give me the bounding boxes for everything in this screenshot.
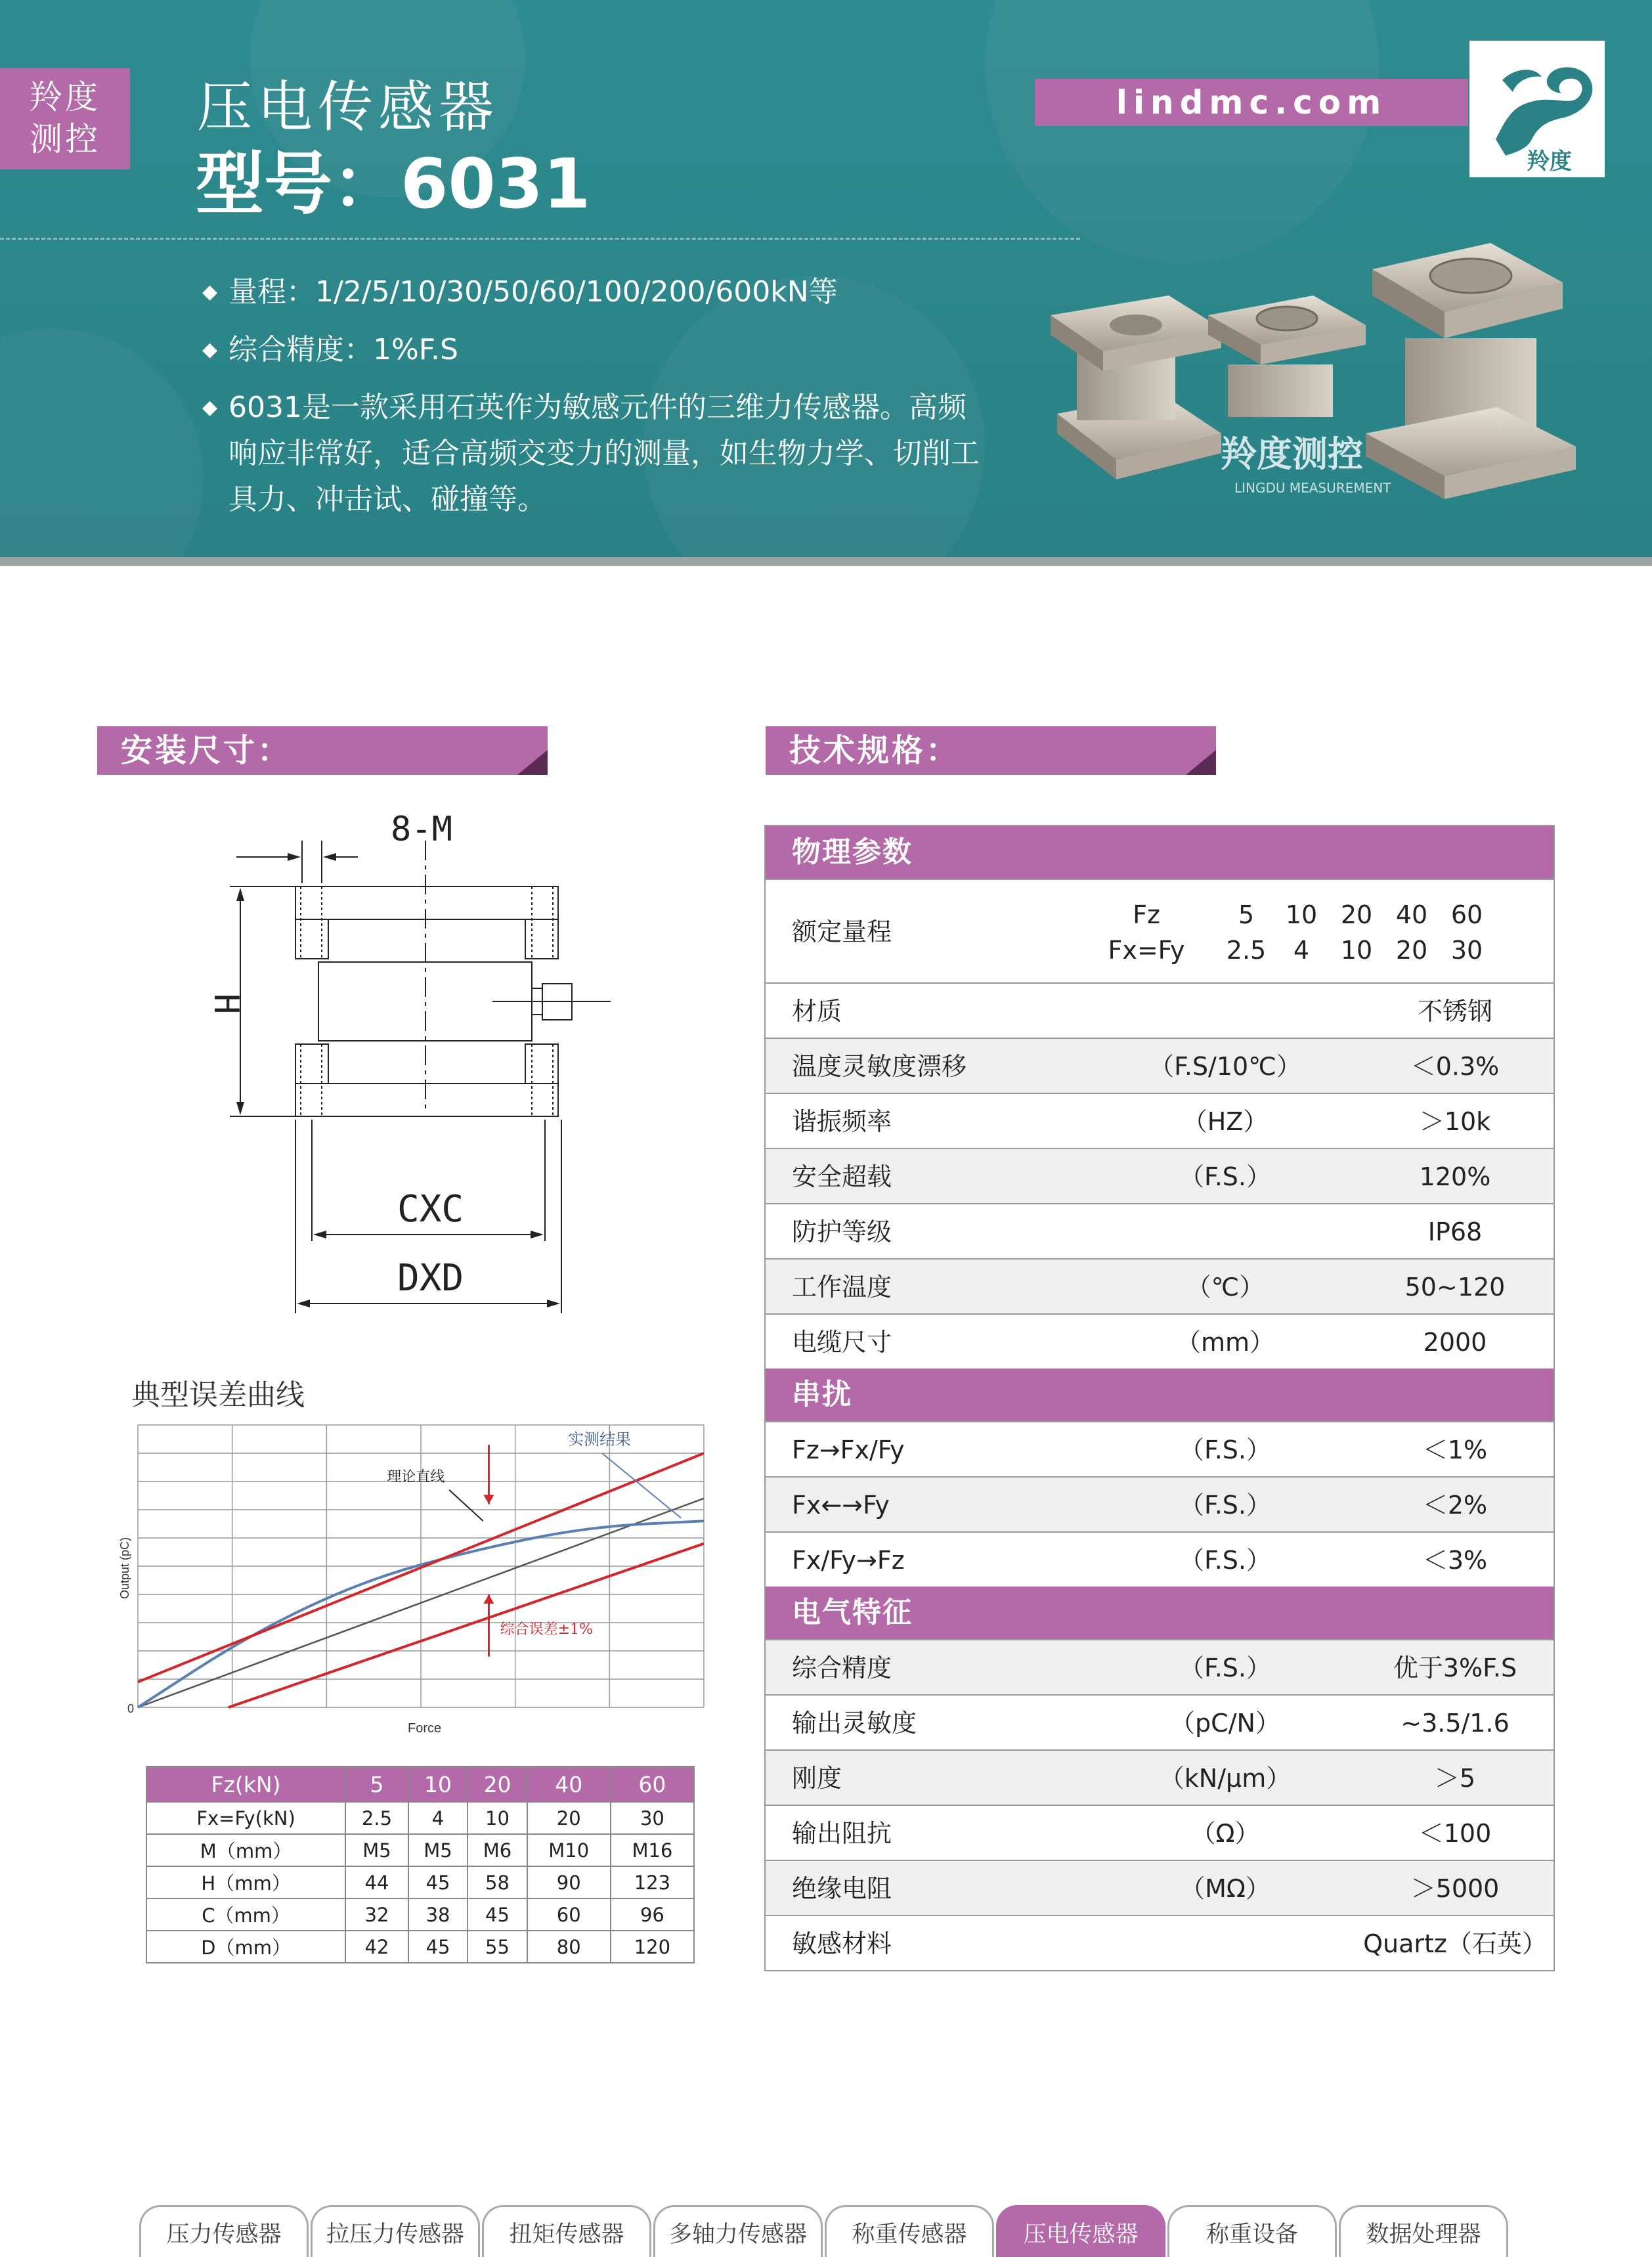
table-cell: 42 (345, 1931, 408, 1963)
y-axis-label: Output (pC) (118, 1537, 131, 1599)
x-axis-label: Force (408, 1721, 442, 1736)
diamond-icon: ◆ (202, 396, 218, 419)
table-row (146, 1931, 694, 1963)
spec-value: IP68 (1427, 1217, 1483, 1246)
spec-label: 工作温度 (792, 1273, 892, 1302)
annotation-theory: 理论直线 (387, 1469, 445, 1485)
table-header-cell: 60 (611, 1766, 694, 1802)
table-cell: 90 (527, 1866, 611, 1898)
spec-label: Fx/Fy→Fz (792, 1546, 905, 1575)
spec-value: ＜1% (1422, 1435, 1488, 1464)
nav-tab[interactable]: 多轴力传感器 (653, 2205, 823, 2257)
tab-corner (517, 750, 548, 775)
spec-row (766, 1476, 1554, 1531)
nav-tab[interactable]: 数据处理器 (1339, 2205, 1508, 2257)
spec-label: 敏感材料 (792, 1929, 892, 1958)
spec-value: Quartz（石英） (1363, 1929, 1547, 1958)
table-row (146, 1866, 694, 1898)
header-banner (0, 0, 1652, 557)
spec-row (766, 1805, 1554, 1860)
dim-label-c: CXC (397, 1188, 464, 1231)
spec-value: 120% (1419, 1162, 1491, 1191)
spec-table (764, 825, 1555, 1971)
origin-label: 0 (127, 1702, 135, 1715)
table-cell: H（mm） (146, 1866, 345, 1898)
feature-item: ◆ 量程：1/2/5/10/30/50/60/100/200/600kN等 (200, 269, 988, 315)
spec-value: ＞5 (1434, 1764, 1476, 1793)
product-image (1037, 217, 1615, 532)
spec-row (766, 1915, 1554, 1970)
spec-row (766, 1639, 1554, 1694)
category-nav (139, 2205, 1518, 2257)
table-cell: M5 (345, 1834, 408, 1866)
table-cell: M（mm） (146, 1834, 345, 1866)
diamond-icon: ◆ (202, 280, 218, 303)
range-value: 60 (1450, 900, 1483, 929)
nav-tab[interactable]: 扭矩传感器 (482, 2205, 651, 2257)
brand-line-2: 测控 (30, 120, 100, 158)
table-cell: 58 (467, 1866, 527, 1898)
table-row (146, 1834, 694, 1866)
table-cell: 123 (611, 1866, 694, 1898)
range-line (1074, 897, 1494, 932)
spec-value: 优于3%F.S (1393, 1654, 1517, 1682)
spec-row (766, 1860, 1554, 1915)
range-grid (1074, 897, 1494, 968)
spec-value: ＜2% (1422, 1491, 1488, 1520)
spec-row (766, 1531, 1554, 1587)
diamond-icon: ◆ (202, 338, 218, 361)
spec-row (766, 1313, 1554, 1369)
dimension-table (146, 1766, 695, 1963)
spec-unit: （F.S/10℃） (1149, 1052, 1301, 1081)
spec-unit: （kN/µm） (1159, 1764, 1292, 1793)
antelope-logo-icon (1469, 41, 1605, 177)
brand-line-1: 羚度 (30, 78, 100, 116)
leader-line (602, 1453, 682, 1518)
spec-unit: （HZ） (1182, 1107, 1269, 1136)
range-value: 10 (1285, 900, 1318, 929)
table-header-cell: 20 (467, 1766, 527, 1802)
category-crosstalk: 串扰 (766, 1369, 1554, 1421)
range-value: 30 (1450, 936, 1483, 965)
spec-value: ＞5000 (1410, 1874, 1500, 1903)
company-logo (1469, 41, 1605, 177)
spec-label: 安全超载 (792, 1162, 892, 1191)
spec-value: ＜100 (1418, 1819, 1492, 1848)
model-number: 型号：6031 (196, 144, 591, 224)
nav-tab[interactable]: 压电传感器 (996, 2205, 1165, 2257)
category-physical: 物理参数 (766, 826, 1554, 879)
spec-label: Fz→Fx/Fy (792, 1435, 905, 1464)
table-cell: C（mm） (146, 1898, 345, 1931)
table-cell: M6 (467, 1834, 527, 1866)
range-value: 20 (1340, 900, 1373, 929)
table-cell: 45 (467, 1898, 527, 1931)
spec-row (766, 1258, 1554, 1313)
feature-list (200, 269, 988, 535)
table-header-cell: 5 (345, 1766, 408, 1802)
spec-value: ＞10k (1419, 1107, 1491, 1136)
spec-value: ＜3% (1422, 1546, 1488, 1575)
table-cell: 20 (527, 1802, 611, 1834)
spec-value: 50~120 (1404, 1273, 1506, 1302)
table-cell: 2.5 (345, 1802, 408, 1834)
spec-unit: （mm） (1175, 1328, 1275, 1357)
spec-label: 谐振频率 (792, 1107, 892, 1136)
table-header-cell: 10 (408, 1766, 467, 1802)
spec-value: 2000 (1423, 1328, 1487, 1357)
dashed-divider (0, 238, 1080, 240)
spec-unit: （pC/N） (1170, 1709, 1280, 1738)
spec-label: Fx←→Fy (792, 1491, 890, 1520)
table-cell: M16 (611, 1834, 694, 1866)
lower-error-bound (228, 1544, 704, 1707)
spec-row (766, 1694, 1554, 1749)
table-cell: 55 (467, 1931, 527, 1963)
range-key: Fx=Fy (1108, 936, 1185, 965)
bg-decoration (0, 328, 204, 557)
nav-tab[interactable]: 称重传感器 (825, 2205, 994, 2257)
spec-label: 防护等级 (792, 1217, 892, 1246)
website-url[interactable]: lindmc.com (1035, 79, 1468, 126)
spec-label: 额定量程 (792, 917, 892, 946)
spec-value: 不锈钢 (1417, 997, 1492, 1026)
spec-unit: （F.S.） (1179, 1162, 1272, 1191)
arrow-head (483, 1594, 494, 1604)
range-line (1074, 932, 1494, 968)
spec-row-range (766, 879, 1554, 982)
spec-row (766, 1203, 1554, 1258)
brand-badge (0, 68, 130, 169)
spec-row (766, 1038, 1554, 1093)
table-header-cell: Fz(kN) (146, 1766, 345, 1802)
spec-unit: （F.S.） (1179, 1546, 1272, 1575)
spec-value: ~3.5/1.6 (1401, 1709, 1510, 1738)
spec-unit: （Ω） (1190, 1819, 1260, 1848)
spec-label: 温度灵敏度漂移 (792, 1052, 967, 1081)
watermark-subtext: LINGDU MEASUREMENT (1234, 480, 1391, 496)
arrow-head (483, 1495, 494, 1504)
page-title: 压电传感器 (197, 75, 500, 139)
feature-item: ◆ 6031是一款采用石英作为敏感元件的三维力传感器。高频 响应非常好，适合高频交变力的测量，如生物力学、切削工 具力、冲击试、碰撞等。 (200, 385, 988, 523)
spec-label: 综合精度 (792, 1654, 892, 1682)
install-section-title: 安装尺寸： (97, 726, 548, 775)
spec-unit: （F.S.） (1179, 1435, 1272, 1464)
spec-label: 输出灵敏度 (792, 1709, 917, 1738)
spec-unit: （F.S.） (1179, 1654, 1272, 1682)
dim-label-m: 8-M (391, 810, 452, 849)
header-divider (0, 557, 1652, 566)
nav-tab[interactable]: 称重设备 (1167, 2205, 1337, 2257)
spec-row (766, 982, 1554, 1038)
range-value: 10 (1340, 936, 1373, 965)
range-value: 2.5 (1226, 936, 1267, 965)
dim-label-h: H (206, 994, 246, 1015)
spec-label: 刚度 (792, 1764, 842, 1793)
leader-line (449, 1490, 483, 1521)
annotation-error: 综合误差±1% (500, 1621, 594, 1638)
table-row (146, 1802, 694, 1834)
table-cell: 60 (527, 1898, 611, 1931)
range-key: Fz (1133, 900, 1160, 929)
annotation-measured: 实测结果 (568, 1430, 632, 1449)
spec-unit: （℃） (1186, 1273, 1265, 1302)
spec-row (766, 1093, 1554, 1148)
svg-text:羚度: 羚度 (1527, 148, 1572, 175)
dimension-drawing (190, 801, 663, 1326)
nav-tab[interactable]: 拉压力传感器 (311, 2205, 480, 2257)
range-value: 20 (1395, 936, 1428, 965)
table-cell: 96 (611, 1898, 694, 1931)
table-header-cell: 40 (527, 1766, 611, 1802)
spec-unit: （MΩ） (1180, 1874, 1271, 1903)
nav-tab[interactable]: 压力传感器 (139, 2205, 309, 2257)
table-cell: 10 (467, 1802, 527, 1834)
spec-label: 输出阻抗 (792, 1819, 892, 1848)
table-cell: 120 (611, 1931, 694, 1963)
tab-corner (1186, 750, 1216, 775)
spec-value: ＜0.3% (1410, 1052, 1500, 1081)
table-row (146, 1898, 694, 1931)
spec-section-title: 技术规格： (766, 726, 1216, 775)
range-value: 5 (1238, 900, 1255, 929)
spec-label: 材质 (792, 997, 842, 1026)
table-cell: 44 (345, 1866, 408, 1898)
dim-label-d: DXD (397, 1257, 464, 1300)
spec-unit: （F.S.） (1179, 1491, 1272, 1520)
table-cell: 30 (611, 1802, 694, 1834)
spec-label: 绝缘电阻 (792, 1874, 892, 1903)
table-cell: Fx=Fy(kN) (146, 1802, 345, 1834)
table-cell: M10 (527, 1834, 611, 1866)
spec-row (766, 1148, 1554, 1203)
table-cell: D（mm） (146, 1931, 345, 1963)
spec-label: 电缆尺寸 (792, 1328, 892, 1357)
table-cell: 32 (345, 1898, 408, 1931)
table-cell: 80 (527, 1931, 611, 1963)
spec-row (766, 1421, 1554, 1476)
range-value: 4 (1293, 936, 1310, 965)
table-cell: 4 (408, 1802, 467, 1834)
table-cell: 38 (408, 1898, 467, 1931)
feature-item: ◆ 综合精度：1%F.S (200, 327, 988, 373)
table-cell: 45 (408, 1866, 467, 1898)
error-curve-chart (112, 1412, 716, 1740)
spec-row (766, 1749, 1554, 1805)
range-value: 40 (1395, 900, 1428, 929)
table-cell: 45 (408, 1931, 467, 1963)
watermark-text: 羚度测控 (1221, 433, 1363, 475)
category-electrical: 电气特征 (766, 1587, 1554, 1639)
table-cell: M5 (408, 1834, 467, 1866)
chart-title: 典型误差曲线 (131, 1378, 305, 1412)
